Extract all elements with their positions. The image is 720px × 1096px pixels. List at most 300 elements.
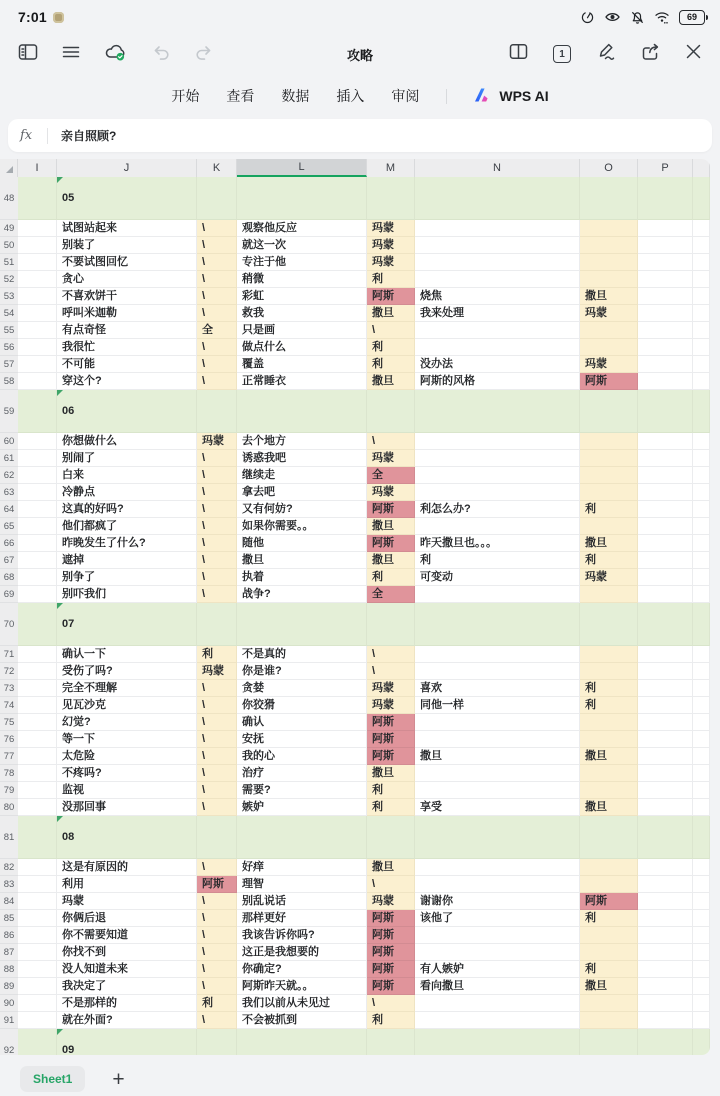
cell[interactable] [197, 288, 237, 305]
cell[interactable] [580, 390, 638, 433]
cell[interactable] [18, 220, 57, 237]
cell[interactable] [197, 254, 237, 271]
cell[interactable] [693, 535, 710, 552]
cell[interactable] [580, 714, 638, 731]
cell[interactable] [18, 339, 57, 356]
tab-查看[interactable]: 查看 [226, 88, 255, 104]
cell[interactable] [197, 714, 237, 731]
cell[interactable] [415, 680, 580, 697]
cloud-sync-icon[interactable] [104, 42, 128, 67]
row-number[interactable]: 68 [0, 569, 18, 586]
cell[interactable] [693, 271, 710, 288]
cell[interactable] [415, 220, 580, 237]
cell[interactable] [693, 288, 710, 305]
cell[interactable] [197, 799, 237, 816]
cell[interactable] [415, 697, 580, 714]
cell[interactable] [638, 305, 693, 322]
cell[interactable] [415, 271, 580, 288]
cell[interactable] [638, 765, 693, 782]
cell[interactable] [693, 876, 710, 893]
cell[interactable] [237, 714, 367, 731]
cell[interactable] [367, 714, 415, 731]
cell[interactable] [197, 356, 237, 373]
cell[interactable] [638, 535, 693, 552]
row-number[interactable]: 61 [0, 450, 18, 467]
cell[interactable] [580, 961, 638, 978]
cell[interactable] [693, 893, 710, 910]
cell[interactable] [237, 288, 367, 305]
cell[interactable] [18, 697, 57, 714]
cell[interactable] [693, 467, 710, 484]
cell[interactable] [18, 484, 57, 501]
row-number[interactable]: 56 [0, 339, 18, 356]
cell[interactable] [237, 765, 367, 782]
row-number[interactable]: 50 [0, 237, 18, 254]
cell[interactable] [18, 731, 57, 748]
cell[interactable] [197, 518, 237, 535]
cell[interactable] [18, 237, 57, 254]
cell[interactable] [18, 501, 57, 518]
cell[interactable] [367, 339, 415, 356]
cell[interactable] [367, 748, 415, 765]
cell[interactable] [237, 339, 367, 356]
cell[interactable] [57, 995, 197, 1012]
cell[interactable] [367, 484, 415, 501]
cell[interactable] [367, 603, 415, 646]
add-sheet-button[interactable]: + [112, 1067, 125, 1091]
cell[interactable] [580, 288, 638, 305]
cell[interactable] [693, 484, 710, 501]
cell[interactable] [638, 799, 693, 816]
cell[interactable] [580, 816, 638, 859]
row-number[interactable]: 63 [0, 484, 18, 501]
cell[interactable] [415, 569, 580, 586]
cell[interactable] [638, 177, 693, 220]
cell[interactable] [367, 782, 415, 799]
cell[interactable] [197, 433, 237, 450]
cell[interactable] [693, 1029, 710, 1055]
cell[interactable] [57, 220, 197, 237]
cell[interactable] [415, 910, 580, 927]
row-number[interactable]: 85 [0, 910, 18, 927]
cell[interactable] [693, 356, 710, 373]
cell[interactable] [367, 356, 415, 373]
cell[interactable] [57, 910, 197, 927]
formula-bar[interactable] [8, 119, 712, 152]
column-header-N[interactable]: N [415, 159, 580, 177]
cell[interactable] [197, 1029, 237, 1055]
column-header-P[interactable]: P [638, 159, 693, 177]
cell[interactable] [237, 552, 367, 569]
cell[interactable] [18, 467, 57, 484]
cell[interactable] [638, 220, 693, 237]
cell[interactable] [197, 978, 237, 995]
cell[interactable] [638, 646, 693, 663]
cell[interactable] [367, 927, 415, 944]
cell[interactable] [18, 322, 57, 339]
column-header-O[interactable]: O [580, 159, 638, 177]
cell[interactable] [237, 927, 367, 944]
cell[interactable] [580, 484, 638, 501]
row-number[interactable]: 91 [0, 1012, 18, 1029]
row-number[interactable]: 54 [0, 305, 18, 322]
cell[interactable] [18, 603, 57, 646]
cell[interactable] [693, 782, 710, 799]
cell[interactable] [237, 697, 367, 714]
cell[interactable] [237, 220, 367, 237]
cell[interactable] [18, 765, 57, 782]
cell[interactable] [638, 697, 693, 714]
cell[interactable] [638, 484, 693, 501]
cell[interactable] [18, 356, 57, 373]
cell[interactable] [638, 433, 693, 450]
cell[interactable] [237, 586, 367, 603]
cell[interactable] [18, 518, 57, 535]
cell[interactable] [57, 876, 197, 893]
cell[interactable] [18, 978, 57, 995]
row-number[interactable]: 73 [0, 680, 18, 697]
sheet-tab-active[interactable]: Sheet1 [20, 1066, 85, 1092]
cell[interactable] [580, 680, 638, 697]
cell[interactable] [638, 714, 693, 731]
cell[interactable] [580, 799, 638, 816]
cell[interactable] [237, 501, 367, 518]
cell[interactable] [580, 373, 638, 390]
cell[interactable] [57, 748, 197, 765]
cell[interactable] [638, 859, 693, 876]
cell[interactable] [367, 680, 415, 697]
cell[interactable] [367, 433, 415, 450]
cell[interactable] [638, 518, 693, 535]
row-number[interactable]: 82 [0, 859, 18, 876]
cell[interactable] [18, 177, 57, 220]
cell[interactable] [693, 450, 710, 467]
row-number[interactable]: 67 [0, 552, 18, 569]
cell[interactable] [367, 978, 415, 995]
row-number[interactable]: 58 [0, 373, 18, 390]
cell[interactable] [580, 731, 638, 748]
cell[interactable] [57, 271, 197, 288]
cell[interactable] [415, 799, 580, 816]
cell[interactable] [693, 927, 710, 944]
cell[interactable] [580, 356, 638, 373]
cell[interactable] [693, 697, 710, 714]
cell[interactable] [18, 288, 57, 305]
cell[interactable] [638, 586, 693, 603]
wps-ai-button[interactable] [474, 87, 548, 106]
cell[interactable] [18, 586, 57, 603]
cell[interactable] [57, 978, 197, 995]
row-number[interactable]: 51 [0, 254, 18, 271]
cell[interactable] [415, 356, 580, 373]
tab-审阅[interactable]: 审阅 [391, 88, 420, 104]
cell[interactable] [580, 748, 638, 765]
cell[interactable] [693, 995, 710, 1012]
cell[interactable] [237, 356, 367, 373]
cell[interactable] [197, 501, 237, 518]
cell[interactable] [197, 859, 237, 876]
cell[interactable] [57, 603, 197, 646]
cell[interactable] [580, 893, 638, 910]
row-number[interactable]: 74 [0, 697, 18, 714]
column-header-K[interactable]: K [197, 159, 237, 177]
cell[interactable] [237, 254, 367, 271]
cell[interactable] [580, 450, 638, 467]
cell[interactable] [18, 995, 57, 1012]
cell[interactable] [197, 305, 237, 322]
cell[interactable] [415, 552, 580, 569]
row-number[interactable]: 78 [0, 765, 18, 782]
split-view-icon[interactable] [509, 43, 528, 65]
cell[interactable] [367, 1012, 415, 1029]
cell[interactable] [197, 910, 237, 927]
cell[interactable] [237, 373, 367, 390]
cell[interactable] [580, 237, 638, 254]
cell[interactable] [18, 859, 57, 876]
cell[interactable] [638, 552, 693, 569]
cell[interactable] [367, 731, 415, 748]
menu-icon[interactable] [61, 44, 81, 65]
cell[interactable] [57, 859, 197, 876]
cell[interactable] [638, 271, 693, 288]
cell[interactable] [197, 646, 237, 663]
cell[interactable] [580, 663, 638, 680]
cell[interactable] [638, 467, 693, 484]
row-number[interactable]: 76 [0, 731, 18, 748]
cell[interactable] [415, 876, 580, 893]
cell[interactable] [367, 450, 415, 467]
cell[interactable] [57, 237, 197, 254]
cell[interactable] [638, 322, 693, 339]
cell[interactable] [237, 978, 367, 995]
cell[interactable] [197, 373, 237, 390]
cell[interactable] [197, 322, 237, 339]
cell[interactable] [693, 816, 710, 859]
cell[interactable] [18, 450, 57, 467]
cell[interactable] [18, 254, 57, 271]
cell[interactable] [580, 501, 638, 518]
cell[interactable] [580, 220, 638, 237]
cell[interactable] [367, 254, 415, 271]
cell[interactable] [237, 893, 367, 910]
cell[interactable] [693, 765, 710, 782]
cell[interactable] [197, 876, 237, 893]
cell[interactable] [415, 1012, 580, 1029]
cell[interactable] [237, 663, 367, 680]
cell[interactable] [415, 518, 580, 535]
cell[interactable] [638, 501, 693, 518]
cell[interactable] [18, 782, 57, 799]
cell[interactable] [693, 799, 710, 816]
row-number[interactable]: 83 [0, 876, 18, 893]
cell[interactable] [693, 944, 710, 961]
cell[interactable] [197, 339, 237, 356]
cell[interactable] [415, 467, 580, 484]
cell[interactable] [18, 910, 57, 927]
cell[interactable] [415, 859, 580, 876]
cell[interactable] [57, 799, 197, 816]
cell[interactable] [18, 373, 57, 390]
cell[interactable] [693, 859, 710, 876]
cell[interactable] [57, 893, 197, 910]
cell[interactable] [18, 927, 57, 944]
cell[interactable] [638, 944, 693, 961]
cell[interactable] [367, 876, 415, 893]
cell[interactable] [693, 339, 710, 356]
cell[interactable] [57, 569, 197, 586]
cell[interactable] [367, 910, 415, 927]
cell[interactable] [57, 697, 197, 714]
cell[interactable] [18, 961, 57, 978]
formula-value[interactable]: 亲自照顾? [61, 129, 117, 143]
cell[interactable] [638, 680, 693, 697]
cell[interactable] [57, 356, 197, 373]
cell[interactable] [57, 731, 197, 748]
cell[interactable] [237, 995, 367, 1012]
cell[interactable] [18, 816, 57, 859]
cell[interactable] [367, 177, 415, 220]
cell[interactable] [18, 748, 57, 765]
cell[interactable] [638, 876, 693, 893]
cell[interactable] [18, 944, 57, 961]
cell[interactable] [57, 518, 197, 535]
cell[interactable] [18, 799, 57, 816]
cell[interactable] [693, 646, 710, 663]
cell[interactable] [415, 177, 580, 220]
cell[interactable] [57, 535, 197, 552]
cell[interactable] [693, 961, 710, 978]
cell[interactable] [197, 390, 237, 433]
cell[interactable] [367, 893, 415, 910]
cell[interactable] [237, 961, 367, 978]
cell[interactable] [237, 535, 367, 552]
row-number[interactable]: 75 [0, 714, 18, 731]
row-number[interactable]: 80 [0, 799, 18, 816]
cell[interactable] [693, 552, 710, 569]
cell[interactable] [367, 467, 415, 484]
cell[interactable] [367, 663, 415, 680]
row-number[interactable]: 64 [0, 501, 18, 518]
row-number[interactable]: 52 [0, 271, 18, 288]
cell[interactable] [367, 944, 415, 961]
cell[interactable] [415, 433, 580, 450]
cell[interactable] [237, 322, 367, 339]
cell[interactable] [18, 646, 57, 663]
cell[interactable] [197, 271, 237, 288]
cell[interactable] [693, 254, 710, 271]
cell[interactable] [18, 535, 57, 552]
sidebar-view-icon[interactable] [18, 43, 38, 66]
cell[interactable] [638, 731, 693, 748]
cell[interactable] [580, 322, 638, 339]
cell[interactable] [197, 467, 237, 484]
cell[interactable] [57, 961, 197, 978]
cell[interactable] [415, 731, 580, 748]
cell[interactable] [367, 373, 415, 390]
cell[interactable] [638, 961, 693, 978]
row-number[interactable]: 92 [0, 1029, 18, 1055]
edit-pen-icon[interactable] [596, 42, 616, 66]
cell[interactable] [18, 680, 57, 697]
cell[interactable] [580, 271, 638, 288]
cell[interactable] [367, 961, 415, 978]
cell[interactable] [580, 978, 638, 995]
cell[interactable] [580, 552, 638, 569]
column-header-M[interactable]: M [367, 159, 415, 177]
cell[interactable] [415, 816, 580, 859]
cell[interactable] [367, 501, 415, 518]
cell[interactable] [638, 390, 693, 433]
cell[interactable] [197, 552, 237, 569]
cell[interactable] [580, 586, 638, 603]
cell[interactable] [57, 450, 197, 467]
cell[interactable] [580, 1012, 638, 1029]
cell[interactable] [415, 586, 580, 603]
cell[interactable] [415, 961, 580, 978]
cell[interactable] [638, 569, 693, 586]
cell[interactable] [638, 893, 693, 910]
cell[interactable] [693, 305, 710, 322]
cell[interactable] [237, 603, 367, 646]
cell[interactable] [580, 859, 638, 876]
cell[interactable] [638, 237, 693, 254]
cell[interactable] [580, 254, 638, 271]
cell[interactable] [197, 731, 237, 748]
row-number[interactable]: 72 [0, 663, 18, 680]
cell[interactable] [638, 1029, 693, 1055]
cell[interactable] [197, 961, 237, 978]
cell[interactable] [693, 680, 710, 697]
cell[interactable] [415, 782, 580, 799]
cell[interactable] [415, 254, 580, 271]
cell[interactable] [57, 816, 197, 859]
cell[interactable] [415, 288, 580, 305]
cell[interactable] [415, 927, 580, 944]
cell[interactable] [693, 569, 710, 586]
cell[interactable] [580, 518, 638, 535]
cell[interactable] [367, 390, 415, 433]
cell[interactable] [693, 731, 710, 748]
cell[interactable] [197, 569, 237, 586]
cell[interactable] [693, 586, 710, 603]
cell[interactable] [638, 339, 693, 356]
cell[interactable] [415, 339, 580, 356]
row-number[interactable]: 69 [0, 586, 18, 603]
column-header[interactable] [693, 159, 710, 177]
cell[interactable] [415, 322, 580, 339]
cell[interactable] [638, 373, 693, 390]
cell[interactable] [57, 467, 197, 484]
cell[interactable] [415, 944, 580, 961]
row-number[interactable]: 90 [0, 995, 18, 1012]
cell[interactable] [580, 569, 638, 586]
row-number[interactable]: 81 [0, 816, 18, 859]
cell[interactable] [197, 450, 237, 467]
tab-开始[interactable]: 开始 [171, 88, 200, 104]
cell[interactable] [237, 518, 367, 535]
cell[interactable] [693, 1012, 710, 1029]
cell[interactable] [197, 663, 237, 680]
cell[interactable] [57, 373, 197, 390]
cell[interactable] [415, 978, 580, 995]
cell[interactable] [693, 714, 710, 731]
cell[interactable] [57, 305, 197, 322]
close-icon[interactable] [685, 43, 702, 65]
cell[interactable] [638, 910, 693, 927]
select-all-corner[interactable] [0, 159, 18, 177]
cell[interactable] [197, 1012, 237, 1029]
cell[interactable] [638, 288, 693, 305]
